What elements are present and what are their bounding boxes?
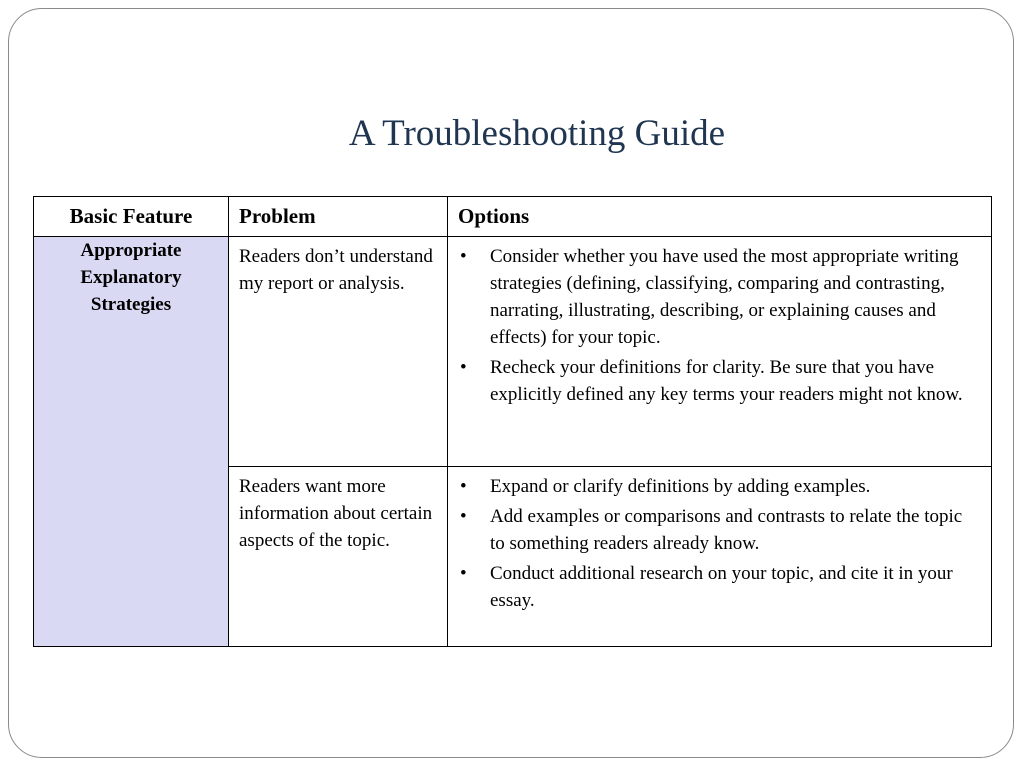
bullet-icon: • bbox=[460, 246, 467, 267]
option-item bbox=[458, 354, 981, 408]
feature-label-line-3: Strategies bbox=[90, 294, 172, 315]
bullet-icon: • bbox=[460, 357, 467, 378]
header-problem: Problem bbox=[229, 197, 448, 237]
option-item bbox=[458, 503, 981, 557]
problem-cell: Readers don’t understand my report or analysis. bbox=[229, 237, 448, 467]
options-list bbox=[458, 473, 981, 614]
bullet-icon: • bbox=[460, 563, 467, 584]
option-text: Consider whether you have used the most appropriate writing strategies (defining, classifying, comparing and contrasting, narrating, illustrating, describing, or explaining causes and effects) for your topic. bbox=[490, 246, 959, 348]
options-cell bbox=[448, 237, 992, 467]
option-text: Add examples or comparisons and contrasts to relate the topic to something readers already know. bbox=[490, 506, 963, 554]
option-item bbox=[458, 243, 981, 351]
feature-cell bbox=[34, 237, 229, 647]
feature-label-line-2: Explanatory bbox=[80, 267, 182, 288]
option-text: Expand or clarify definitions by adding examples. bbox=[490, 476, 871, 497]
option-text: Conduct additional research on your topic, and cite it in your essay. bbox=[490, 563, 953, 611]
table-header-row bbox=[34, 197, 992, 237]
problem-cell: Readers want more information about certain aspects of the topic. bbox=[229, 467, 448, 647]
feature-label-line-1: Appropriate bbox=[80, 240, 182, 261]
header-options: Options bbox=[448, 197, 992, 237]
bullet-icon: • bbox=[460, 476, 467, 497]
option-item bbox=[458, 560, 981, 614]
slide-title: A Troubleshooting Guide bbox=[348, 113, 726, 154]
option-item bbox=[458, 473, 981, 500]
options-list bbox=[458, 243, 981, 408]
options-cell bbox=[448, 467, 992, 647]
table-row bbox=[34, 237, 992, 467]
header-basic-feature: Basic Feature bbox=[34, 197, 229, 237]
bullet-icon: • bbox=[460, 506, 467, 527]
option-text: Recheck your definitions for clarity. Be sure that you have explicitly defined any key terms your readers might not know. bbox=[490, 357, 963, 405]
troubleshooting-table bbox=[33, 196, 992, 647]
